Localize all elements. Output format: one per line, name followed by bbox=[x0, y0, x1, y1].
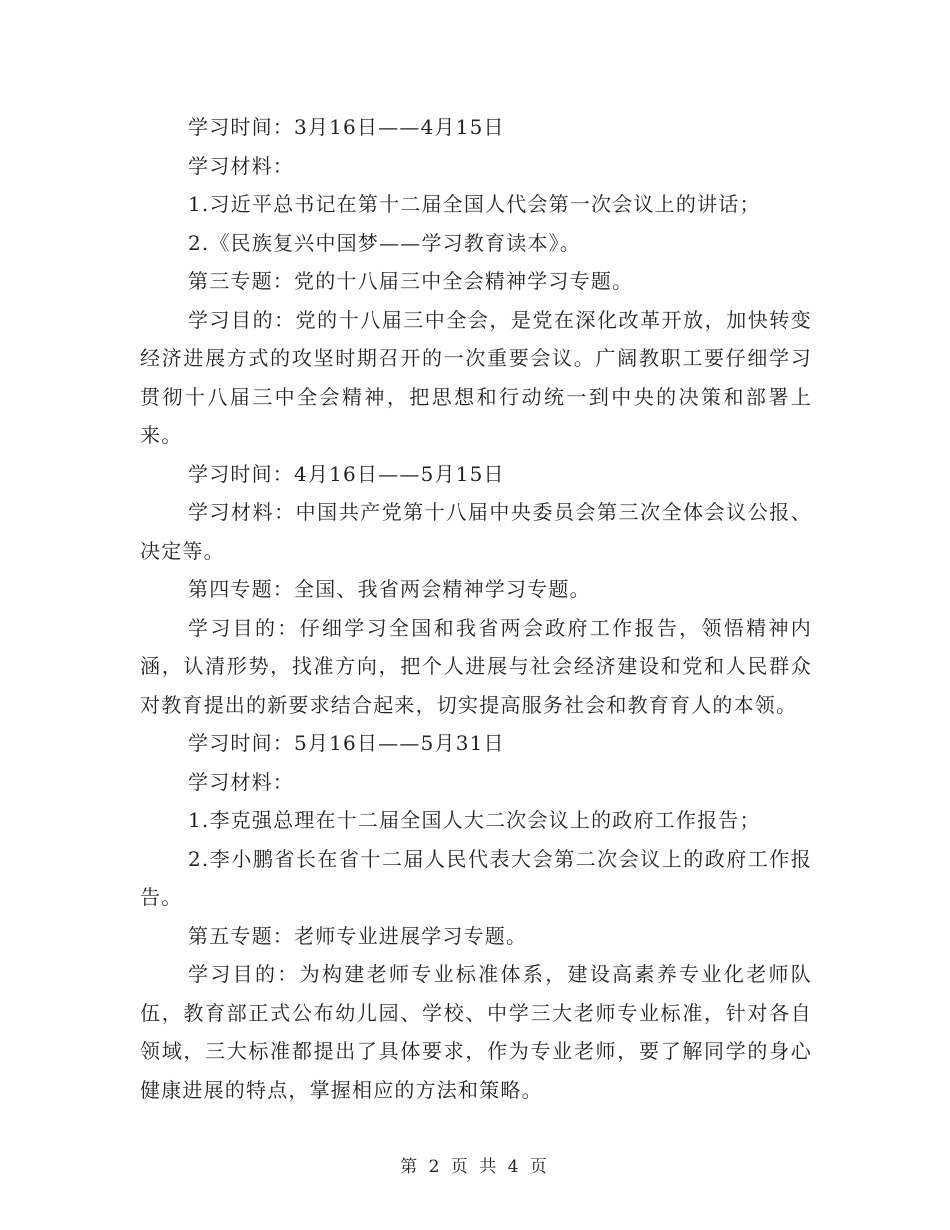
paragraph-topic-4-purpose: 学习目的：仔细学习全国和我省两会政府工作报告，领悟精神内涵，认清形势，找准方向，把个人进展与社会经济建设和党和人民群众对教育提出的新要求结合起来，切实提高服务社会和教育育人的本领。 bbox=[140, 615, 812, 717]
paragraph-topic-3-purpose: 学习目的：党的十八届三中全会，是党在深化改革开放，加快转变经济进展方式的攻坚时期召开的一次重要会议。广阔教职工要仔细学习贯彻十八届三中全会精神，把思想和行动统一到中央的决策和部署上来。 bbox=[140, 307, 812, 447]
paragraph-material-item: 2.《民族复兴中国梦——学习教育读本》。 bbox=[188, 230, 582, 255]
paragraph-material-item: 1.习近平总书记在第十二届全国人代会第一次会议上的讲话； bbox=[188, 192, 761, 216]
page-number-footer: 第 2 页 共 4 页 bbox=[400, 1157, 550, 1177]
paragraph-study-time-2: 学习时间：4月16日——5月15日 bbox=[188, 461, 505, 486]
paragraph-study-material-1: 学习材料： bbox=[188, 153, 294, 178]
paragraph-study-time-1: 学习时间：3月16日——4月15日 bbox=[188, 115, 505, 139]
paragraph-material-item: 1.李克强总理在十二届全国人大二次会议上的政府工作报告； bbox=[188, 808, 761, 832]
paragraph-topic-3-heading: 第三专题：党的十八届三中全会精神学习专题。 bbox=[188, 269, 634, 293]
paragraph-topic-5-purpose: 学习目的：为构建老师专业标准体系，建设高素养专业化老师队伍，教育部正式公布幼儿园、学校、中学三大老师专业标准，针对各自领域，三大标准都提出了具体要求，作为专业老师，要了解同学的身心健康进展的特点，掌握相应的方法和策略。 bbox=[140, 962, 812, 1102]
paragraph-topic-4-heading: 第四专题：全国、我省两会精神学习专题。 bbox=[188, 577, 591, 601]
paragraph-study-material-2: 学习材料：中国共产党第十八届中央委员会第三次全体会议公报、决定等。 bbox=[140, 500, 812, 563]
paragraph-material-item: 2.李小鹏省长在省十二届人民代表大会第二次会议上的政府工作报告。 bbox=[140, 846, 812, 909]
document-body bbox=[140, 108, 812, 1109]
paragraph-study-material-3: 学习材料： bbox=[188, 769, 294, 794]
paragraph-topic-5-heading: 第五专题：老师专业进展学习专题。 bbox=[188, 923, 528, 948]
paragraph-study-time-3: 学习时间：5月16日——5月31日 bbox=[188, 731, 505, 755]
